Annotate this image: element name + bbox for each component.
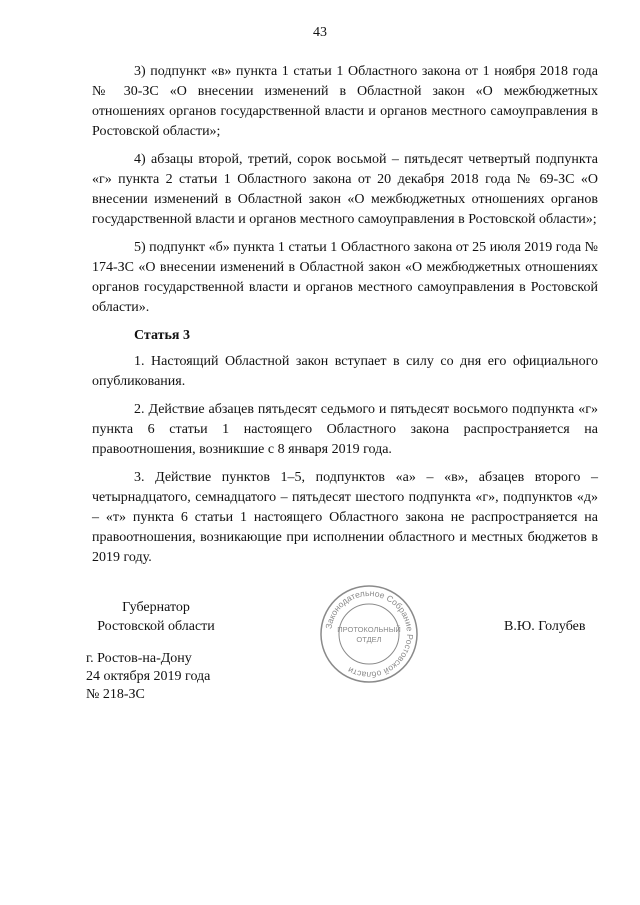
article-paragraph-1: 1. Настоящий Областной закон вступает в силу со дня его официального опубликования. xyxy=(92,354,598,389)
signature-title-line2: Ростовской области xyxy=(97,619,215,634)
signature-name: В.Ю. Голубев xyxy=(504,619,586,634)
place-date-block xyxy=(86,650,210,704)
place-date: 24 октября 2019 года xyxy=(86,669,211,684)
seal-ring-text: Законодательное Собрание Ростовской области xyxy=(323,587,416,681)
paragraph-item-4: 4) абзацы второй, третий, сорок восьмой – пятьдесят четвертый подпункта «г» пункта 2 статьи 1 Областного закона от 20 декабря 2018 года № 69-ЗС «О внесении изменений в Областной закон «О межбюджетных отношениях органов государственной власти и органов местного самоуправления в Ростовской области»; xyxy=(92,152,598,227)
place-city: г. Ростов-на-Дону xyxy=(86,651,192,666)
seal-graphic xyxy=(318,583,420,685)
document-body xyxy=(92,62,598,576)
article-paragraph-2: 2. Действие абзацев пятьдесят седьмого и пятьдесят восьмого подпункта «г» пункта 6 статьи 1 настоящего Областного закона распространяется на правоотношения, возникшие с 8 января 2019 года. xyxy=(92,402,598,457)
official-seal xyxy=(318,583,420,685)
article-paragraph-3: 3. Действие пунктов 1–5, подпунктов «а» – «в», абзацев второго – четырнадцатого, семнадцатого – пятьдесят шестого подпункта «г», подпунктов «д» – «т» пункта 6 статьи 1 настоящего Областного закона не распространяется на правоотношения, возникающие при исполнении областного и местных бюджетов в 2019 году. xyxy=(92,470,598,565)
seal-center-line1: ПРОТОКОЛЬНЫЙ xyxy=(337,625,401,634)
page-number: 43 xyxy=(313,25,327,40)
signature-title xyxy=(86,598,226,636)
paragraph-item-3: 3) подпункт «в» пункта 1 статьи 1 Областного закона от 1 ноября 2018 года № 30-ЗС «О внесении изменений в Областной закон «О межбюджетных отношениях органов государственной власти и органов местного самоуправления в Ростовской области»; xyxy=(92,64,598,139)
paragraph-item-5: 5) подпункт «б» пункта 1 статьи 1 Областного закона от 25 июля 2019 года № 174-ЗС «О внесении изменений в Областной закон «О межбюджетных отношениях органов государственной власти и органов местного самоуправления в Ростовской области». xyxy=(92,240,598,315)
signature-title-line1: Губернатор xyxy=(122,600,190,615)
article-heading: Статья 3 xyxy=(134,328,190,343)
law-number: № 218-ЗС xyxy=(86,687,145,702)
seal-center-line2: ОТДЕЛ xyxy=(356,635,382,644)
